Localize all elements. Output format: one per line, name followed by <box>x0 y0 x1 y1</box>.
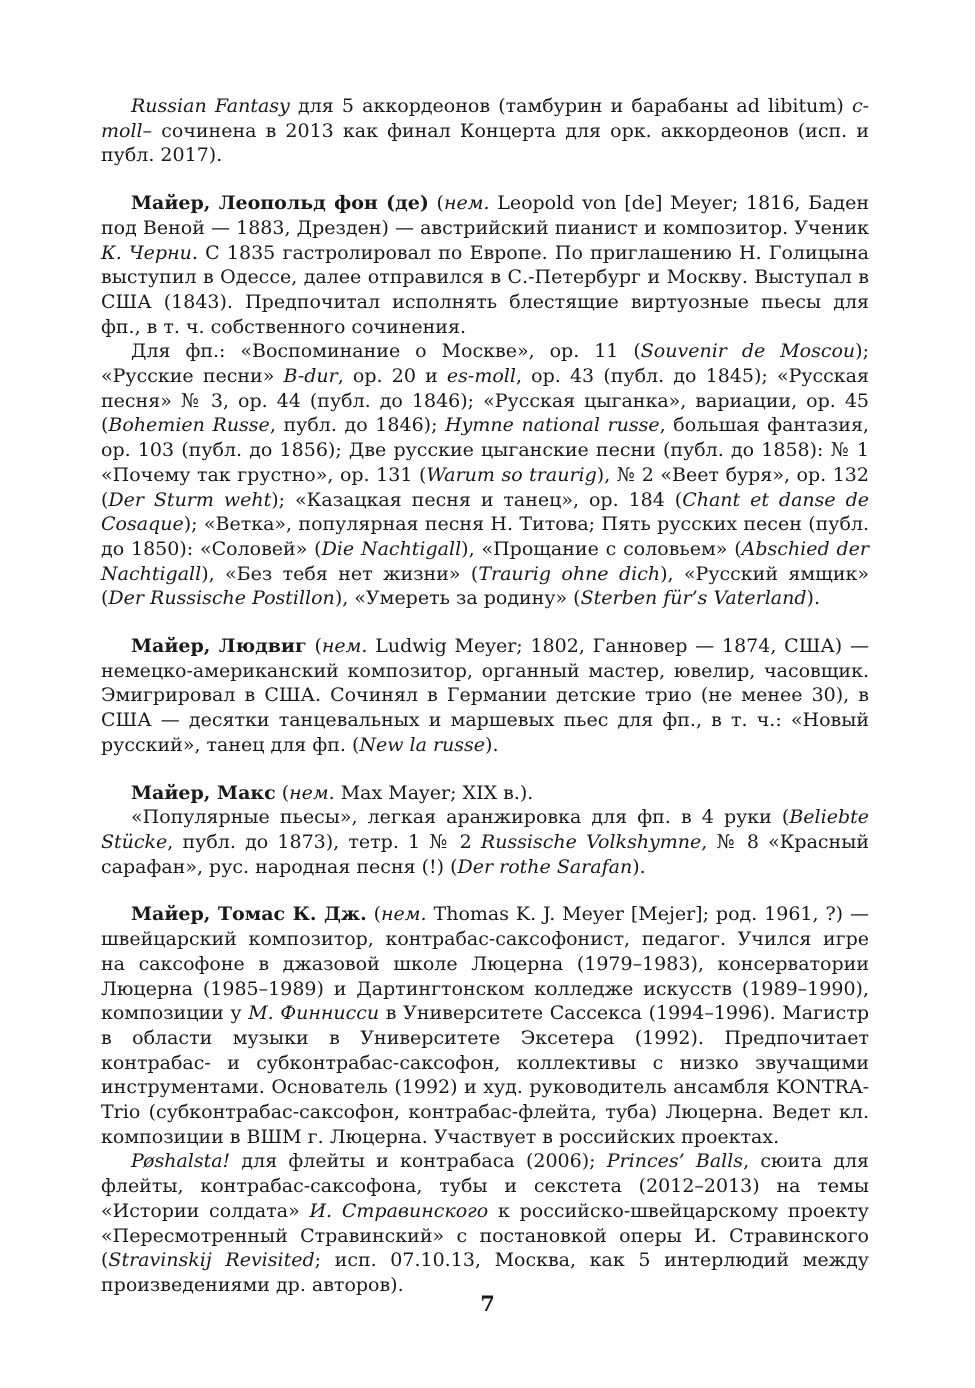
paragraph-mayer-ludwig <box>101 634 869 758</box>
italic-text: Traurig ohne dich <box>478 562 661 585</box>
entry-heading: Майер, Макс <box>131 781 276 804</box>
italic-text: Souvenir de Moscou <box>640 340 856 363</box>
body-text: ( <box>428 192 444 215</box>
entry-heading: Майер, Леопольд фон (де) <box>131 192 429 215</box>
italic-text: Beliebte Stücke <box>101 806 869 853</box>
body-text: Max Mayer; XIX в.). <box>334 781 534 804</box>
body-text: Ludwig Meyer; 1802, Ганновер — 1874, США) — немецко-американский композитор, органный мастер, ювелир, часовщик. Эмигрировал в США. Сочинял в Германии детские трио (не менее 30), в США — десятки танцевальных и маршевых пьес для фп., в т. ч.: «Новый русский», танец для фп. ( <box>101 635 869 756</box>
italic-text: нем. <box>289 781 335 804</box>
page-body <box>101 94 869 1298</box>
body-text: ); «Ветка», популярная песня Н. Титова; Пять русских песен (публ. до 1850): «Соловей» ( <box>101 513 869 560</box>
italic-text: Chant et danse de Cosaque <box>101 488 870 536</box>
page-number: 7 <box>480 1291 495 1316</box>
body-text: ( <box>366 903 382 926</box>
body-text: к российско-швейцарскому проекту «Пересмотренный Стравинский» с постановкой оперы И. Стравинского ( <box>101 1199 869 1272</box>
italic-text: es-moll <box>446 365 516 388</box>
body-text: Thomas K. J. Meyer [Mejer]; род. 1961, ?) — швейцарский композитор, контрабас-саксофонист, педагог. Учился игре на саксофоне в джазовой школе Люцерна (1979–1983), консерватории Люцерна (1985–1989) и Дартингтонском колледже искусств (1989–1990), композиции у <box>101 903 869 1025</box>
body-text: ( <box>306 635 322 658</box>
entry-mayer-max <box>101 781 869 880</box>
body-text: ), «Без тебя нет жизни» ( <box>201 562 479 585</box>
body-text: , публ. до 1873), тетр. 1 № 2 <box>167 830 481 853</box>
body-text: – сочинена в 2013 как финал Концерта для орк. аккордеонов (исп. и публ. 2017). <box>101 119 869 167</box>
italic-text: Abschied der Nachtigall <box>101 537 869 585</box>
body-text: Для фп.: «Воспоминание о Москве», ор. 11 ( <box>131 340 641 363</box>
body-text: , публ. до 1846); <box>269 414 446 437</box>
body-text: ); «Казацкая песня и танец», ор. 184 ( <box>271 488 683 511</box>
body-text: ), «Русский ямщик» ( <box>101 562 870 610</box>
entry-russian-fantasy <box>101 94 869 168</box>
italic-text: Der Sturm weht <box>108 488 272 511</box>
italic-text: c-moll <box>101 95 869 142</box>
paragraph-mayer-leopold-works <box>101 339 869 611</box>
body-text: , ор. 20 и <box>337 365 447 388</box>
entry-mayer-leopold <box>101 191 869 611</box>
entry-heading: Майер, Томас К. Дж. <box>131 903 367 926</box>
italic-text: М. Финнисси <box>248 1002 380 1025</box>
body-text: «Популярные пьесы», легкая аранжировка для фп. в 4 руки ( <box>131 806 790 829</box>
italic-text: К. Черни <box>101 241 192 264</box>
italic-text: Russian Fantasy <box>131 95 290 117</box>
body-text: . С 1835 гастролировал по Европе. По приглашению Н. Голицына выступил в Одессе, далее отправился в С.-Петербург и Москву. Выступал в США (1843). Предпочитал исполнять блестящие виртуозные пьесы для фп., в т. ч. собственного сочинения. <box>101 241 869 338</box>
entry-mayer-thomas <box>101 902 869 1297</box>
body-text: ), № 2 «Веет буря», ор. 132 ( <box>101 463 869 511</box>
body-text: ), «Умереть за родину» ( <box>334 587 581 610</box>
body-text: в Университете Сассекса (1994–1996). Магистр в области музыки в Университете Эксетера (1992). Предпочитает контрабас- и субконтрабас-саксофон, коллективы с низко звучащими инструментами. Основатель (1992) и худ. руководитель ансамбля KONTRA-Trio (субконтрабас-саксофон, контрабас-флейта, туба) Люцерна. Ведет кл. композиции в ВШМ г. Люцерна. Участвует в российских проектах. <box>101 1002 869 1148</box>
italic-text: Stravinskij Revisited <box>108 1249 315 1272</box>
body-text: ). <box>485 733 499 756</box>
italic-text: Russische Volkshymne <box>480 830 702 853</box>
paragraph-mayer-thomas-works <box>101 1149 869 1297</box>
italic-text: Pøshalsta! <box>131 1150 231 1173</box>
entry-mayer-ludwig <box>101 634 869 758</box>
italic-text: Der Russische Postillon <box>108 587 335 610</box>
paragraph-mayer-max-bio <box>101 781 869 806</box>
italic-text: New la russe <box>359 733 486 756</box>
paragraph-russian-fantasy <box>101 94 869 168</box>
italic-text: Sterben für’s Vaterland <box>580 587 807 610</box>
italic-text: нем. <box>381 903 427 926</box>
body-text: Leopold von [de] Meyer; 1816, Баден под Веной — 1883, Дрезден) — австрийский пианист и композитор. Ученик <box>101 192 869 239</box>
body-text: ; исп. 07.10.13, Москва, как 5 интерлюдий между произведениями др. авторов). <box>101 1249 869 1296</box>
paragraph-mayer-max-works <box>101 805 869 879</box>
body-text: , сюита для флейты, контрабас-саксофона, тубы и секстета (2012–2013) на темы «Истории солдата» <box>101 1150 869 1222</box>
body-text: ), «Прощание с соловьем» ( <box>461 537 742 560</box>
body-text: ). <box>632 855 646 878</box>
body-text: для флейты и контрабаса (2006); <box>230 1150 607 1173</box>
paragraph-mayer-leopold-bio <box>101 191 869 339</box>
body-text: , ор. 43 (публ. до 1845); «Русская песня» № 3, ор. 44 (публ. до 1846); «Русская цыганка», вариации, ор. 45 ( <box>101 365 869 437</box>
body-text: ). <box>806 587 820 610</box>
italic-text: Hymne national russe <box>445 414 660 437</box>
body-text: ); «Русские песни» <box>101 340 869 388</box>
italic-text: B-dur <box>283 365 338 388</box>
italic-text: нем. <box>443 192 490 215</box>
italic-text: Der rothe Sarafan <box>457 855 633 878</box>
italic-text: Die Nachtigall <box>321 537 462 560</box>
entry-heading: Майер, Людвиг <box>131 635 307 658</box>
body-text: , большая фантазия, ор. 103 (публ. до 1856); Две русские цыганские песни (публ. до 1858): № 1 «Почему так грустно», ор. 131 ( <box>101 414 869 486</box>
body-text: ( <box>275 781 290 804</box>
paragraph-mayer-thomas-bio <box>101 902 869 1149</box>
italic-text: Warum so traurig <box>426 463 597 486</box>
italic-text: Bohemien Russe <box>108 414 270 437</box>
italic-text: Princes’ Balls <box>606 1150 744 1173</box>
italic-text: нем. <box>321 635 368 658</box>
italic-text: И. Стравинского <box>309 1199 489 1222</box>
body-text: для 5 аккордеонов (тамбурин и барабаны ad libitum) <box>289 95 852 117</box>
body-text: , № 8 «Красный сарафан», рус. народная песня (!) ( <box>101 830 869 878</box>
